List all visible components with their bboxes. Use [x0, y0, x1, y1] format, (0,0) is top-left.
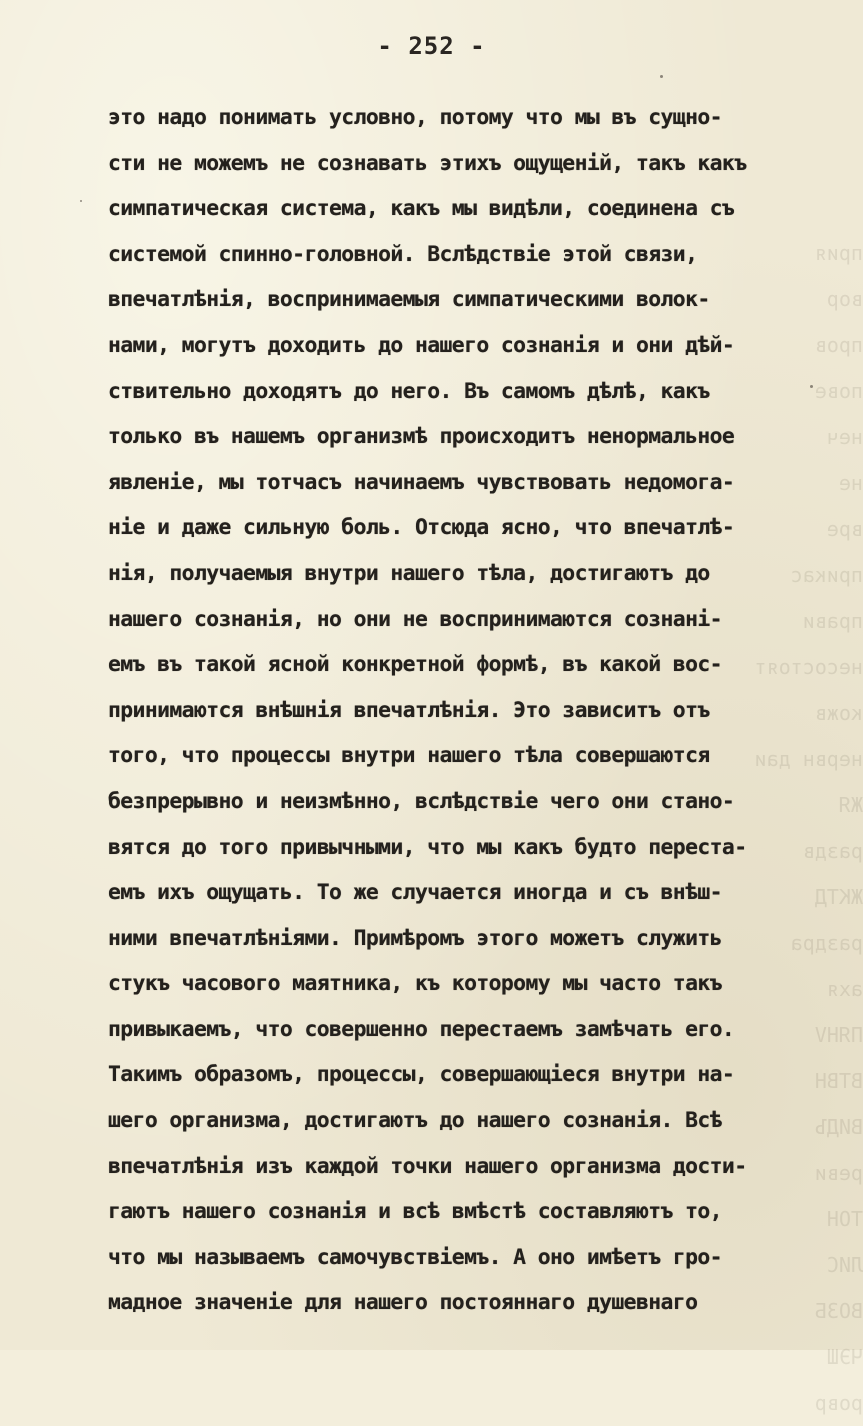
text-line: принимаются внѣшнiя впечатлѣнiя. Это зависитъ отъ	[108, 697, 710, 723]
ink-speck	[660, 75, 663, 78]
text-line: привыкаемъ, что совершенно перестаемъ замѣчать его.	[108, 1016, 735, 1042]
text-line: это надо понимать условно, потому что мы въ сущно-	[108, 105, 722, 130]
text-line: мадное значенiе для нашего постояннаго душевнаго	[108, 1290, 698, 1316]
text-line: нашего сознанiя, но они не воспринимаются сознанi-	[108, 606, 722, 632]
text-line: емъ ихъ ощущать. То же случается иногда и съ внѣш-	[108, 880, 722, 906]
text-line: нiя, получаемыя внутри нашего тѣла, достигаютъ до	[108, 560, 710, 586]
text-line: симпатическая система, какъ мы видѣли, соединена съ	[108, 196, 735, 222]
text-line: явленiе, мы тотчасъ начинаемъ чувствовать недомога-	[108, 469, 735, 495]
text-body	[108, 95, 828, 1326]
text-line: только въ нашемъ организмѣ происходитъ ненормальное	[108, 424, 735, 450]
page-number: - 252 -	[377, 32, 486, 60]
text-line: впечатлѣнiя изъ каждой точки нашего организма дости-	[108, 1153, 747, 1179]
text-line: вятся до того привычными, что мы какъ будто переста-	[108, 834, 747, 860]
text-line: того, что процессы внутри нашего тѣла совершаются	[108, 743, 710, 769]
text-line: безпрерывно и неизмѣнно, вслѣдствiе чего они стано-	[108, 788, 735, 814]
text-line: ствительно доходятъ до него. Въ самомъ дѣлѣ, какъ	[108, 378, 710, 404]
ink-speck	[810, 385, 813, 388]
text-line: впечатлѣнiя, воспринимаемыя симпатическими волок-	[108, 287, 710, 313]
text-line: гаютъ нашего сознанiя и всѣ вмѣстѣ составляютъ то,	[108, 1199, 722, 1225]
text-line: что мы называемъ самочувствiемъ. А оно имѣетъ гро-	[108, 1244, 722, 1270]
text-line: нiе и даже сильную боль. Отсюда ясно, что впечатлѣ-	[108, 515, 735, 541]
text-line: емъ въ такой ясной конкретной формѣ, въ какой вос-	[108, 652, 722, 678]
text-line: нами, могутъ доходить до нашего сознанiя и они дѣй-	[108, 332, 735, 358]
text-line: системой спинно-головной. Вслѣдствiе этой связи,	[108, 241, 698, 267]
ink-speck	[80, 200, 82, 202]
text-line: сти не можемъ не сознавать этихъ ощущенiй, такъ какъ	[108, 150, 747, 176]
bleed-through-shadow: прия вор пров пове неч нe вре прикас прави несостоят кожв нервн даи ЖЯ раздв ЖКТД раздра ахя ПЯНV ВТВН ВИДЪ реви ТОН ЛИС ВОЗБ ЧЭШ ровр	[754, 241, 863, 1415]
text-line: Такимъ образомъ, процессы, совершающiеся внутри на-	[108, 1062, 735, 1088]
text-line: стукъ часового маятника, къ которому мы часто такъ	[108, 971, 722, 997]
text-line: шего организма, достигаютъ до нашего сознанiя. Всѣ	[108, 1108, 722, 1134]
text-line: ними впечатлѣнiями. Примѣромъ этого можетъ служить	[108, 925, 722, 951]
